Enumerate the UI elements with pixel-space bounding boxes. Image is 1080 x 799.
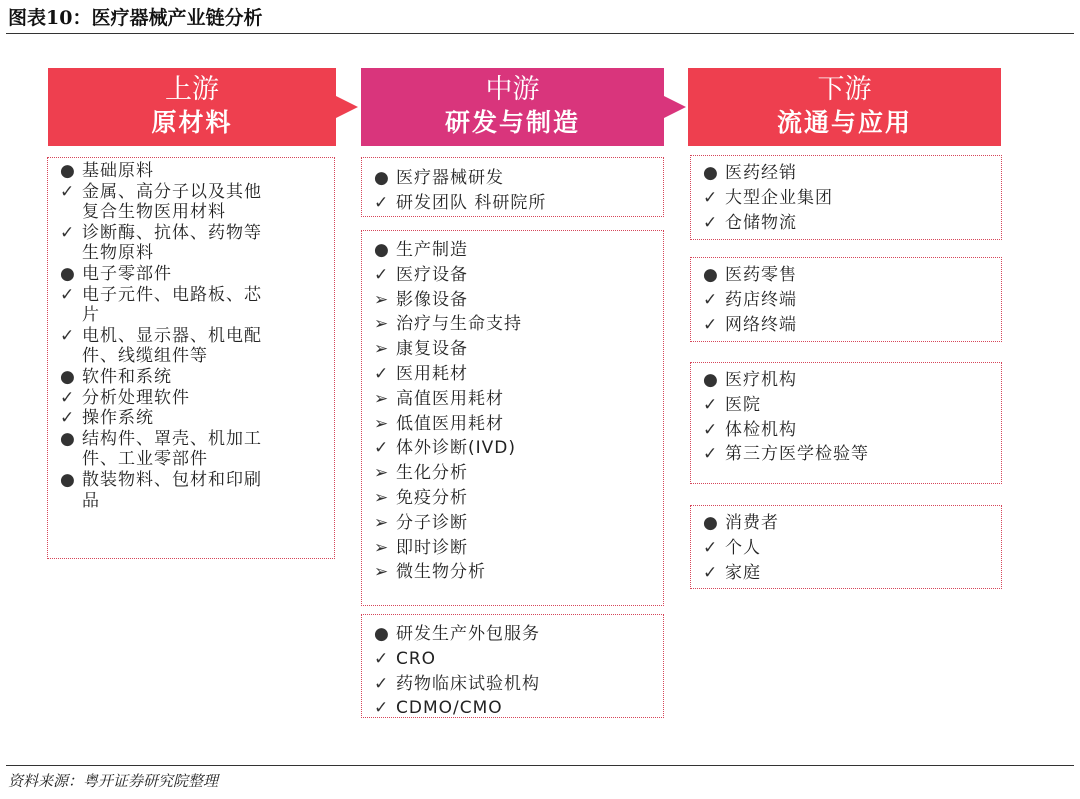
list-item: [703, 418, 1001, 443]
figure-source: 资料来源：粤开证券研究院整理: [8, 772, 219, 790]
upstream-header-line2: 原材料: [151, 108, 233, 137]
list-item-text: 药物临床试验机构: [396, 673, 540, 694]
list-item-text: 复合生物医用材料: [82, 202, 226, 223]
check-icon: ✓: [374, 363, 390, 384]
list-item-text: 药店终端: [725, 289, 797, 310]
list-item: [703, 442, 1001, 467]
bullet-icon: ●: [374, 168, 390, 188]
arrow-bullet-icon: ➢: [374, 512, 390, 533]
list-item-text: 医疗机构: [725, 370, 797, 390]
list-item-text: 医用耗材: [396, 363, 468, 384]
list-item: [374, 288, 663, 313]
list-item-text: 分析处理软件: [82, 387, 190, 408]
list-item: [703, 288, 1001, 313]
list-item: [60, 449, 334, 470]
list-item: [703, 263, 1001, 288]
list-item-text: 基础原料: [82, 161, 154, 181]
list-item-text: 康复设备: [396, 339, 468, 360]
list-item-text: 研发生产外包服务: [396, 624, 540, 644]
list-item-text: 大型企业集团: [725, 187, 833, 208]
bullet-icon: ●: [703, 370, 719, 390]
list-item: [60, 305, 334, 326]
check-icon: ✓: [703, 212, 719, 233]
list-item: [703, 186, 1001, 211]
arrow-bullet-icon: ➢: [374, 388, 390, 409]
upstream-header-line1: 上游: [165, 74, 219, 105]
list-item-text: 个人: [725, 537, 761, 558]
list-item: [703, 313, 1001, 338]
arrow-bullet-icon: ➢: [374, 463, 390, 484]
list-item-text: 治疗与生命支持: [396, 314, 522, 335]
list-item: [60, 491, 334, 512]
list-item: [703, 511, 1001, 536]
list-item-text: 件、线缆组件等: [82, 346, 208, 367]
check-icon: ✓: [374, 192, 390, 213]
arrow-right-icon: [664, 96, 686, 118]
list-item-text: 件、工业零部件: [82, 449, 208, 470]
list-item: [374, 412, 663, 437]
list-item-text: 家庭: [725, 562, 761, 583]
list-item: [60, 326, 334, 347]
list-item-text: 体外诊断(IVD): [396, 438, 516, 459]
list-item: [374, 536, 663, 561]
list-item-text: 金属、高分子以及其他: [82, 181, 262, 202]
check-icon: ✓: [374, 698, 390, 719]
list-item: [374, 166, 663, 191]
list-item-text: 生物原料: [82, 243, 154, 264]
list-item: [60, 182, 334, 203]
list-item-text: 电子零部件: [82, 263, 172, 284]
top-rule: [6, 33, 1074, 34]
list-item: [60, 429, 334, 450]
check-icon: ✓: [374, 673, 390, 694]
list-item-text: 体检机构: [725, 419, 797, 440]
list-item-text: 诊断酶、抗体、药物等: [82, 222, 262, 243]
bullet-icon: ●: [374, 240, 390, 260]
list-item: [374, 560, 663, 585]
arrow-right-icon: [336, 96, 358, 118]
midstream-outsourcing-box: [361, 614, 664, 718]
list-item-text: 片: [82, 305, 100, 326]
list-item-text: 免疫分析: [396, 487, 468, 508]
arrow-bullet-icon: ➢: [374, 314, 390, 335]
list-item-text: CDMO/CMO: [396, 698, 503, 719]
list-item-text: 生产制造: [396, 240, 468, 260]
check-icon: ✓: [703, 289, 719, 310]
list-item: [60, 161, 334, 182]
check-icon: ✓: [60, 181, 76, 202]
bottom-rule: [6, 765, 1074, 766]
list-item: [374, 387, 663, 412]
list-item: [60, 470, 334, 491]
list-item: [374, 312, 663, 337]
arrow-bullet-icon: ➢: [374, 339, 390, 360]
list-item: [374, 511, 663, 536]
bullet-icon: ●: [703, 513, 719, 533]
list-item: [60, 408, 334, 429]
list-item-text: 研发团队 科研院所: [396, 192, 547, 213]
list-item-text: 品: [82, 490, 100, 511]
check-icon: ✓: [703, 537, 719, 558]
bullet-icon: ●: [60, 161, 76, 181]
list-item-text: 即时诊断: [396, 537, 468, 558]
list-item: [374, 238, 663, 263]
downstream-header: [688, 68, 1001, 146]
list-item: [703, 393, 1001, 418]
list-item: [60, 223, 334, 244]
list-item: [60, 367, 334, 388]
list-item-text: 分子诊断: [396, 512, 468, 533]
list-item-text: 医药零售: [725, 265, 797, 285]
check-icon: ✓: [374, 648, 390, 669]
downstream-institutions-box: [690, 362, 1002, 484]
check-icon: ✓: [703, 444, 719, 465]
list-item-text: 医疗设备: [396, 264, 468, 285]
check-icon: ✓: [703, 187, 719, 208]
list-item: [60, 285, 334, 306]
bullet-icon: ●: [60, 263, 76, 284]
list-item: [703, 161, 1001, 186]
check-icon: ✓: [60, 408, 76, 429]
list-item-text: CRO: [396, 648, 437, 669]
list-item: [374, 263, 663, 288]
list-item-text: 生化分析: [396, 463, 468, 484]
list-item-text: 高值医用耗材: [396, 388, 504, 409]
list-item: [374, 436, 663, 461]
list-item: [703, 211, 1001, 236]
downstream-header-line1: 下游: [817, 74, 872, 105]
arrow-bullet-icon: ➢: [374, 289, 390, 310]
list-item: [703, 536, 1001, 561]
downstream-distribution-box: [690, 155, 1002, 240]
list-item-text: 医药经销: [725, 163, 797, 183]
check-icon: ✓: [60, 387, 76, 408]
list-item: [60, 243, 334, 264]
list-item: [374, 672, 663, 697]
list-item-text: 散装物料、包材和印刷: [82, 469, 262, 490]
midstream-manufacturing-box: [361, 230, 664, 606]
midstream-rd-box: [361, 157, 664, 217]
arrow-bullet-icon: ➢: [374, 562, 390, 583]
list-item-text: 影像设备: [396, 289, 468, 310]
arrow-bullet-icon: ➢: [374, 413, 390, 434]
list-item: [60, 388, 334, 409]
list-item-text: 操作系统: [82, 408, 154, 429]
list-item: [374, 622, 663, 647]
midstream-header-line2: 研发与制造: [444, 108, 580, 137]
bullet-icon: ●: [703, 265, 719, 285]
list-item-text: 低值医用耗材: [396, 413, 504, 434]
check-icon: ✓: [374, 264, 390, 285]
arrow-bullet-icon: ➢: [374, 487, 390, 508]
list-item: [374, 337, 663, 362]
list-item: [374, 461, 663, 486]
list-item-text: 医院: [725, 394, 761, 415]
downstream-consumers-box: [690, 505, 1002, 589]
list-item-text: 医疗器械研发: [396, 168, 504, 188]
list-item: [703, 561, 1001, 586]
list-item: [703, 368, 1001, 393]
check-icon: ✓: [703, 562, 719, 583]
list-item: [374, 696, 663, 721]
check-icon: ✓: [60, 222, 76, 243]
list-item: [60, 202, 334, 223]
upstream-header: [48, 68, 336, 146]
arrow-bullet-icon: ➢: [374, 537, 390, 558]
check-icon: ✓: [60, 325, 76, 346]
check-icon: ✓: [703, 314, 719, 335]
check-icon: ✓: [703, 419, 719, 440]
list-item-text: 电机、显示器、机电配: [82, 325, 262, 346]
list-item-text: 仓储物流: [725, 212, 797, 233]
upstream-materials-box: [47, 157, 335, 559]
bullet-icon: ●: [374, 624, 390, 644]
check-icon: ✓: [60, 284, 76, 305]
downstream-retail-box: [690, 257, 1002, 342]
list-item: [374, 647, 663, 672]
list-item-text: 结构件、罩壳、机加工: [82, 428, 262, 449]
check-icon: ✓: [703, 394, 719, 415]
midstream-header-line1: 中游: [485, 74, 540, 105]
list-item: [374, 191, 663, 216]
bullet-icon: ●: [60, 428, 76, 449]
list-item-text: 软件和系统: [82, 366, 172, 387]
list-item-text: 微生物分析: [396, 562, 486, 583]
figure-title: 图表10：医疗器械产业链分析: [8, 7, 263, 29]
check-icon: ✓: [374, 438, 390, 459]
midstream-header: [361, 68, 664, 146]
list-item-text: 消费者: [725, 513, 779, 533]
list-item-text: 电子元件、电路板、芯: [82, 284, 262, 305]
bullet-icon: ●: [60, 469, 76, 490]
list-item: [60, 346, 334, 367]
bullet-icon: ●: [703, 163, 719, 183]
list-item: [60, 264, 334, 285]
list-item-text: 第三方医学检验等: [725, 444, 869, 465]
downstream-header-line2: 流通与应用: [776, 108, 912, 137]
list-item-text: 网络终端: [725, 314, 797, 335]
list-item: [374, 362, 663, 387]
list-item: [374, 486, 663, 511]
bullet-icon: ●: [60, 366, 76, 387]
